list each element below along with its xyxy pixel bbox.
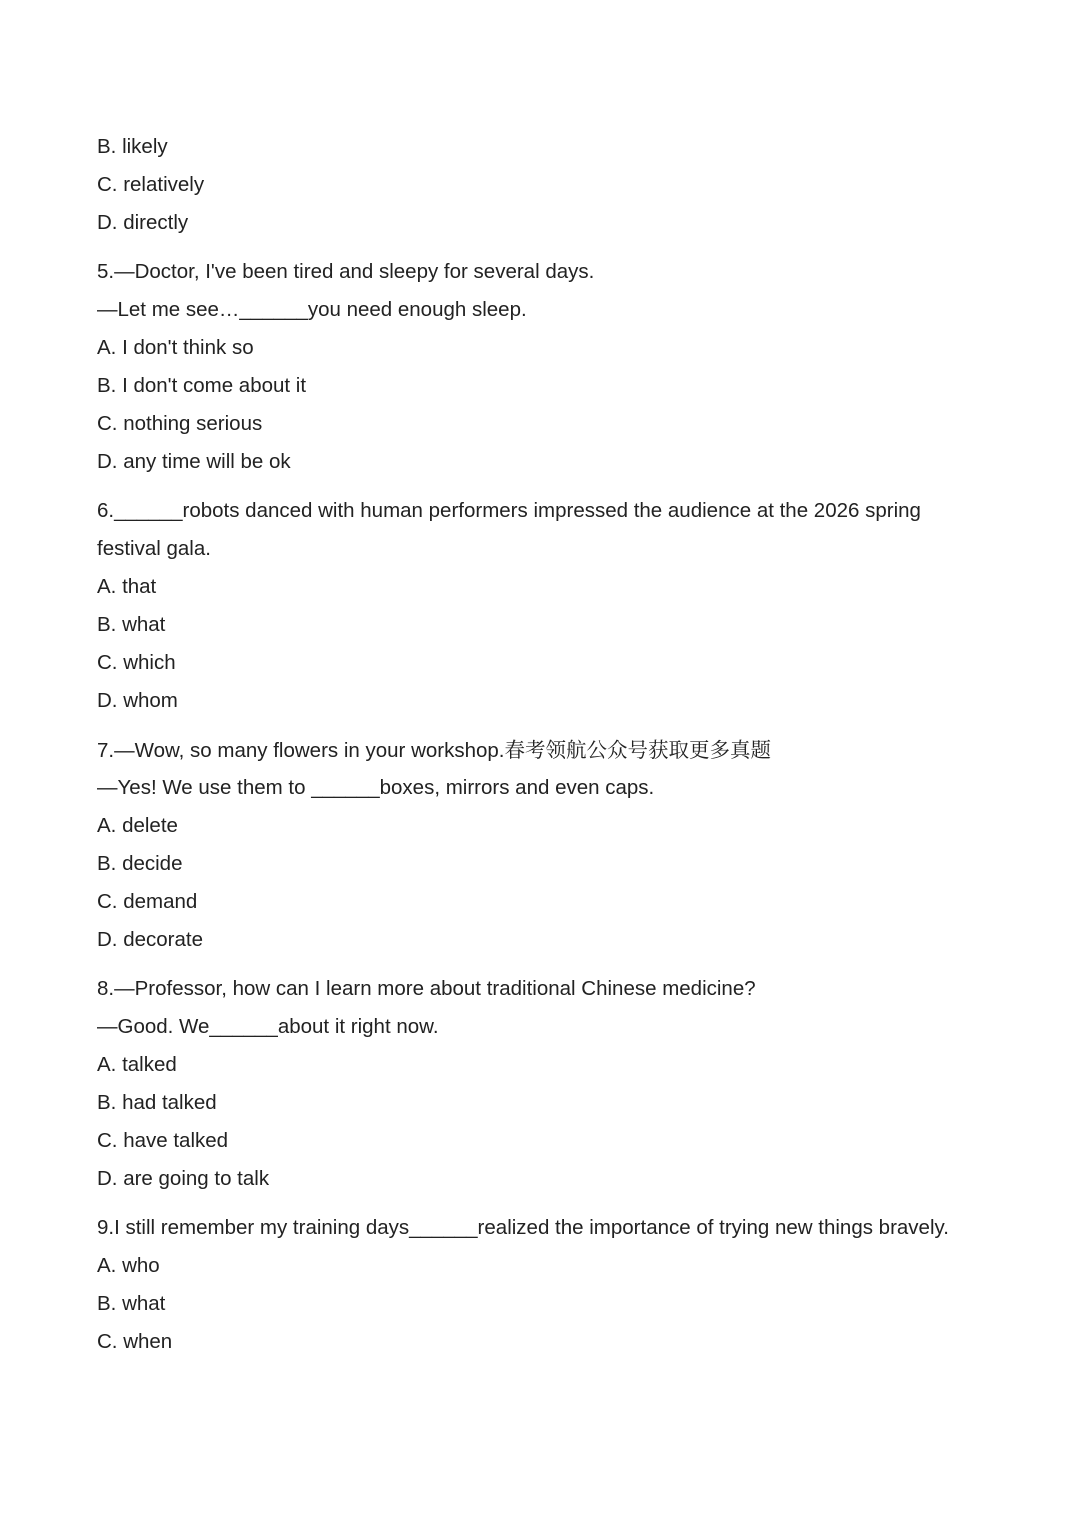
question-stem: 9.I still remember my training days______realized the importance of trying new things bravely. [97, 1216, 949, 1239]
option-b: B. what [97, 1292, 166, 1315]
option-a: A. talked [97, 1053, 177, 1076]
question-stem [97, 731, 997, 769]
exam-page [97, 128, 997, 1361]
watermark-text: 春考领航公众号获取更多真题 [504, 738, 771, 762]
question-6 [97, 492, 997, 720]
question-8 [97, 970, 997, 1198]
question-stem-reply: —Yes! We use them to ______boxes, mirrors and even caps. [97, 776, 655, 799]
option-b: B. I don't come about it [97, 374, 307, 397]
option-a: A. delete [97, 814, 178, 837]
option-c: C. nothing serious [97, 412, 263, 435]
question-7 [97, 731, 997, 959]
question-4-tail [97, 128, 997, 242]
question-stem: 8.—Professor, how can I learn more about traditional Chinese medicine? [97, 977, 756, 1000]
option-a: A. who [97, 1254, 160, 1277]
option-d: D. whom [97, 689, 178, 712]
option-d: D. directly [97, 211, 189, 234]
option-d: D. decorate [97, 928, 203, 951]
question-5 [97, 253, 997, 481]
option-c: C. have talked [97, 1129, 229, 1152]
option-a: A. I don't think so [97, 336, 254, 359]
option-c: C. when [97, 1330, 173, 1353]
option-a: A. that [97, 575, 157, 598]
question-stem-text: 7.—Wow, so many flowers in your workshop. [97, 739, 505, 762]
option-c: C. which [97, 651, 176, 674]
question-9 [97, 1209, 997, 1361]
option-b: B. decide [97, 852, 183, 875]
option-d: D. are going to talk [97, 1167, 270, 1190]
option-b: B. what [97, 613, 166, 636]
option-b: B. likely [97, 135, 168, 158]
question-stem: 6.______robots danced with human performers impressed the audience at the 2026 spring festival gala. [97, 499, 921, 560]
option-c: C. relatively [97, 173, 205, 196]
option-b: B. had talked [97, 1091, 217, 1114]
question-stem-reply: —Good. We______about it right now. [97, 1015, 439, 1038]
question-stem: 5.—Doctor, I've been tired and sleepy for several days. [97, 260, 595, 283]
option-c: C. demand [97, 890, 198, 913]
question-stem-reply: —Let me see…______you need enough sleep. [97, 298, 527, 321]
option-d: D. any time will be ok [97, 450, 291, 473]
